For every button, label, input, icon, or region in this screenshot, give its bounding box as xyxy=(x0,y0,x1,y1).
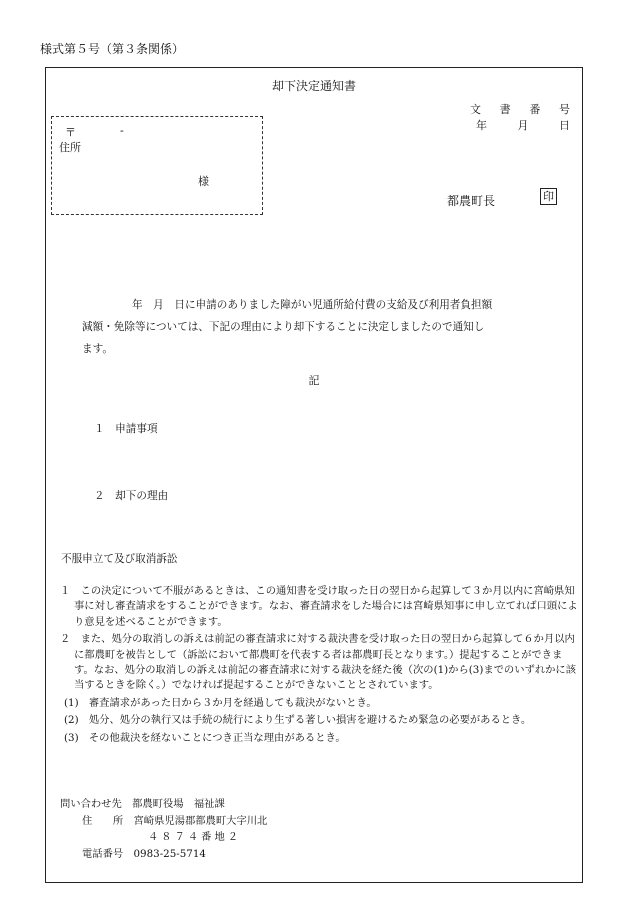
form-label: 様式第５号（第３条関係） xyxy=(40,42,185,56)
appeal-exception-3: (3) その他裁決を経ないことにつき正当な理由があるとき。 xyxy=(64,731,346,744)
item-application-matter: １ 申請事項 xyxy=(94,423,158,435)
appeal-exception-2: (2) 処分、処分の執行又は手続の続行により生ずる著しい損害を避けるため緊急の必要があるとき。 xyxy=(64,714,532,727)
document-number-block xyxy=(470,102,570,134)
item-rejection-reason: ２ 却下の理由 xyxy=(94,490,169,502)
appeal-section xyxy=(60,584,580,748)
postal-mark: 〒 xyxy=(65,126,76,139)
postal-dash: - xyxy=(120,124,124,137)
document-date: 年 月 日 xyxy=(476,119,570,132)
document-title: 却下決定通知書 xyxy=(271,79,356,93)
contact-block xyxy=(60,796,267,862)
honorific: 様 xyxy=(198,175,209,188)
contact-label: 問い合わせ先 xyxy=(60,798,122,810)
appeal-paragraph-2: ２ また、処分の取消しの訴えは前記の審査請求に対する裁決書を受け取った日の翌日から起算して６か月以内に都農町を被告として（訴訟において都農町を代表する者は都農町長となります。）提起することができます。なお、処分の取消しの訴えは前記の審査請求に対する裁決を経た後（次の(1)から(3)までのいずれかに該当するときを除く。）でなければ提起することができないこととされています。 xyxy=(60,633,577,692)
contact-phone-label: 電話番号 xyxy=(82,847,124,860)
body-line-3: ます。 xyxy=(82,343,113,355)
contact-office: 都農町役場 福祉課 xyxy=(132,798,225,810)
address-label: 住所 xyxy=(59,141,81,154)
contact-phone: 0983-25-5714 xyxy=(133,847,206,860)
contact-address: 宮崎県児湯郡都農町大字川北 xyxy=(133,814,268,827)
appeal-paragraph-1: １ この決定について不服があるときは、この通知書を受け取った日の翌日から起算して３か月以内に宮崎県知事に対し審査請求をすることができます。なお、審査請求をした場合には宮崎県知事に申し立てれば口頭により意見を述べることができます。 xyxy=(60,585,578,628)
seal-mark: 印 xyxy=(540,188,557,205)
contact-address-label: 住 所 xyxy=(82,814,124,827)
document-number: 文 書 番 号 xyxy=(470,103,570,116)
appeal-heading: 不服申立て及び取消訴訟 xyxy=(61,553,178,565)
ki-heading: 記 xyxy=(308,374,320,387)
recipient-address-box xyxy=(51,116,263,215)
body-line-2: 減額・免除等については、下記の理由により却下することに決定しましたので通知し xyxy=(82,321,485,333)
issuer-name: 都農町長 xyxy=(447,194,496,208)
appeal-exception-1: (1) 審査請求があった日から３か月を経過しても裁決がないとき。 xyxy=(64,696,377,709)
contact-address-2: ４８７４番地２ xyxy=(148,831,242,843)
notice-frame xyxy=(45,67,583,883)
body-line-1: 年 月 日に申請のありました障がい児通所給付費の支給及び利用者負担額 xyxy=(132,299,493,311)
notice-body xyxy=(82,294,578,360)
